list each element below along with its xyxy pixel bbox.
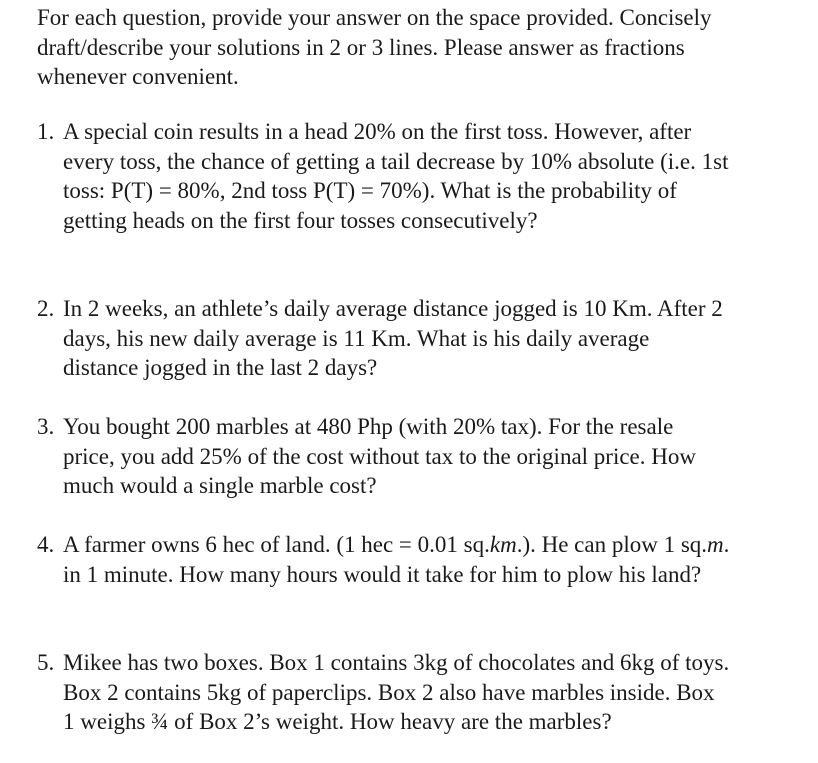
question-text-line: Box 2 contains 5kg of paperclips. Box 2 also have marbles inside. Box <box>63 679 715 705</box>
question-text-line: in 1 minute. How many hours would it take for him to plow his land? <box>63 561 702 587</box>
question-number: 5. <box>37 650 55 675</box>
question-2 <box>37 294 812 383</box>
instructions-line: draft/describe your solutions in 2 or 3 lines. Please answer as fractions <box>37 34 685 60</box>
question-text-line: much would a single marble cost? <box>63 473 377 498</box>
question-text-line: every toss, the chance of getting a tail decrease by 10% absolute (i.e. 1st <box>63 148 729 174</box>
question-text-line: days, his new daily average is 11 Km. What is his daily average <box>63 325 650 351</box>
question-number: 4. <box>37 532 55 557</box>
instructions-line: For each question, provide your answer on the space provided. Concisely <box>37 5 712 30</box>
question-3 <box>37 412 812 501</box>
question-4 <box>37 530 812 589</box>
unit-km: km <box>489 532 517 557</box>
question-text-line: toss: P(T) = 80%, 2nd toss P(T) = 70%). What is the probability of <box>63 178 677 203</box>
question-text-line: You bought 200 marbles at 480 Php (with 20% tax). For the resale <box>63 414 674 439</box>
question-text-fragment: . <box>723 532 730 557</box>
question-text-fragment: A farmer owns 6 hec of land. (1 hec = 0.01 sq. <box>63 532 490 557</box>
question-text-line: distance jogged in the last 2 days? <box>63 355 378 380</box>
question-text-fragment: .). He can plow 1 sq. <box>516 532 708 557</box>
question-text-line: In 2 weeks, an athlete’s daily average distance jogged is 10 Km. After 2 <box>63 296 723 321</box>
instructions <box>37 3 807 92</box>
unit-m: m <box>707 532 724 557</box>
question-text-line: A special coin results in a head 20% on the first toss. However, after <box>63 119 692 144</box>
question-1 <box>37 117 812 235</box>
question-text-line: Mikee has two boxes. Box 1 contains 3kg of chocolates and 6kg of toys. <box>63 650 730 675</box>
question-number: 3. <box>37 414 55 439</box>
instructions-line: whenever convenient. <box>37 64 239 89</box>
question-5 <box>37 648 812 737</box>
question-text-line: price, you add 25% of the cost without tax to the original price. How <box>63 443 696 469</box>
question-number: 1. <box>37 119 55 144</box>
question-text-line: getting heads on the first four tosses consecutively? <box>63 207 538 233</box>
question-text-line: 1 weighs ¾ of Box 2’s weight. How heavy are the marbles? <box>63 709 612 734</box>
question-number: 2. <box>37 296 55 321</box>
